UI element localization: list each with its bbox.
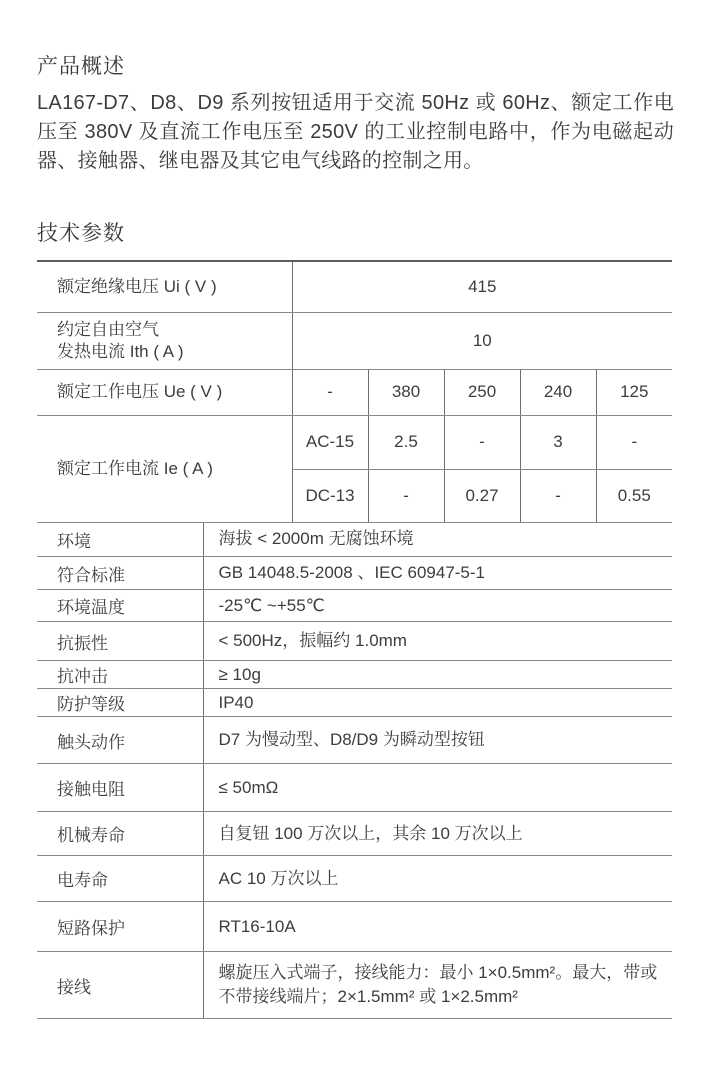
spec-value: 海拔 < 2000m 无腐蚀环境 xyxy=(203,523,672,557)
rating-label-line2: 发热电流 Ith ( A ) xyxy=(57,341,184,361)
rating-label-insulation-voltage: 额定绝缘电压 Ui ( V ) xyxy=(37,261,292,312)
overview-paragraph: LA167-D7、D8、D9 系列按钮适用于交流 50Hz 或 60Hz、额定工作电压至 380V 及直流工作电压至 250V 的工业控制电路中，作为电磁起动器、接触器、继电器及其它电气线路的控制之用。 xyxy=(37,92,674,172)
table-row xyxy=(37,369,672,415)
spec-label: 短路保护 xyxy=(37,902,203,952)
working-voltage-cell: - xyxy=(292,369,368,415)
spec-value: GB 14048.5-2008 、IEC 60947-5-1 xyxy=(203,557,672,590)
spec-row xyxy=(37,856,672,902)
dc13-cell: - xyxy=(520,469,596,522)
spec-label: 触头动作 xyxy=(37,717,203,764)
spec-row xyxy=(37,523,672,557)
spec-row xyxy=(37,952,672,1019)
spec-row xyxy=(37,764,672,812)
dc13-cell: - xyxy=(368,469,444,522)
working-voltage-cell: 380 xyxy=(368,369,444,415)
ac15-cell: 2.5 xyxy=(368,415,444,469)
spec-value: RT16-10A xyxy=(203,902,672,952)
spec-value: D7 为慢动型、D8/D9 为瞬动型按钮 xyxy=(203,717,672,764)
spec-label: 符合标准 xyxy=(37,557,203,590)
ac15-cell: 3 xyxy=(520,415,596,469)
spec-label: 机械寿命 xyxy=(37,812,203,856)
rating-value-thermal-current: 10 xyxy=(292,312,672,369)
working-voltage-cell: 250 xyxy=(444,369,520,415)
table-row xyxy=(37,415,672,469)
spec-row xyxy=(37,622,672,661)
spec-value: ≥ 10g xyxy=(203,661,672,689)
dc13-cell: 0.55 xyxy=(596,469,672,522)
spec-row xyxy=(37,902,672,952)
table-row xyxy=(37,261,672,312)
ratings-table xyxy=(37,260,672,523)
ac15-cell: - xyxy=(444,415,520,469)
spec-label: 接触电阻 xyxy=(37,764,203,812)
spec-row xyxy=(37,812,672,856)
specs-table xyxy=(37,523,672,1020)
ac15-cell: - xyxy=(596,415,672,469)
rating-label-thermal-current xyxy=(37,312,292,369)
overview-section-title: 产品概述 xyxy=(37,55,125,78)
rating-label-working-voltage: 额定工作电压 Ue ( V ) xyxy=(37,369,292,415)
spec-row xyxy=(37,717,672,764)
spec-label: 电寿命 xyxy=(37,856,203,902)
spec-label: 抗振性 xyxy=(37,622,203,661)
spec-value: 螺旋压入式端子，接线能力：最小 1×0.5mm²。最大，带或不带接线端片；2×1.5mm² 或 1×2.5mm² xyxy=(203,952,672,1019)
rating-value-insulation-voltage: 415 xyxy=(292,261,672,312)
spec-label: 环境温度 xyxy=(37,590,203,622)
spec-value: ≤ 50mΩ xyxy=(203,764,672,812)
spec-label: 环境 xyxy=(37,523,203,557)
working-voltage-cell: 125 xyxy=(596,369,672,415)
spec-row xyxy=(37,557,672,590)
rating-label-line1: 约定自由空气 xyxy=(57,319,159,339)
spec-row xyxy=(37,661,672,689)
spec-label: 防护等级 xyxy=(37,689,203,717)
spec-value: < 500Hz，振幅约 1.0mm xyxy=(203,622,672,661)
working-voltage-cell: 240 xyxy=(520,369,596,415)
spec-value: 自复钮 100 万次以上，其余 10 万次以上 xyxy=(203,812,672,856)
spec-label: 接线 xyxy=(37,952,203,1019)
ac15-sublabel: AC-15 xyxy=(292,415,368,469)
spec-row xyxy=(37,590,672,622)
table-row xyxy=(37,312,672,369)
spec-value: IP40 xyxy=(203,689,672,717)
specs-section-title: 技术参数 xyxy=(37,222,125,245)
spec-row xyxy=(37,689,672,717)
spec-label: 抗冲击 xyxy=(37,661,203,689)
rating-label-working-current: 额定工作电流 Ie ( A ) xyxy=(37,415,292,522)
dc13-cell: 0.27 xyxy=(444,469,520,522)
spec-value: -25℃ ~+55℃ xyxy=(203,590,672,622)
spec-value: AC 10 万次以上 xyxy=(203,856,672,902)
dc13-sublabel: DC-13 xyxy=(292,469,368,522)
